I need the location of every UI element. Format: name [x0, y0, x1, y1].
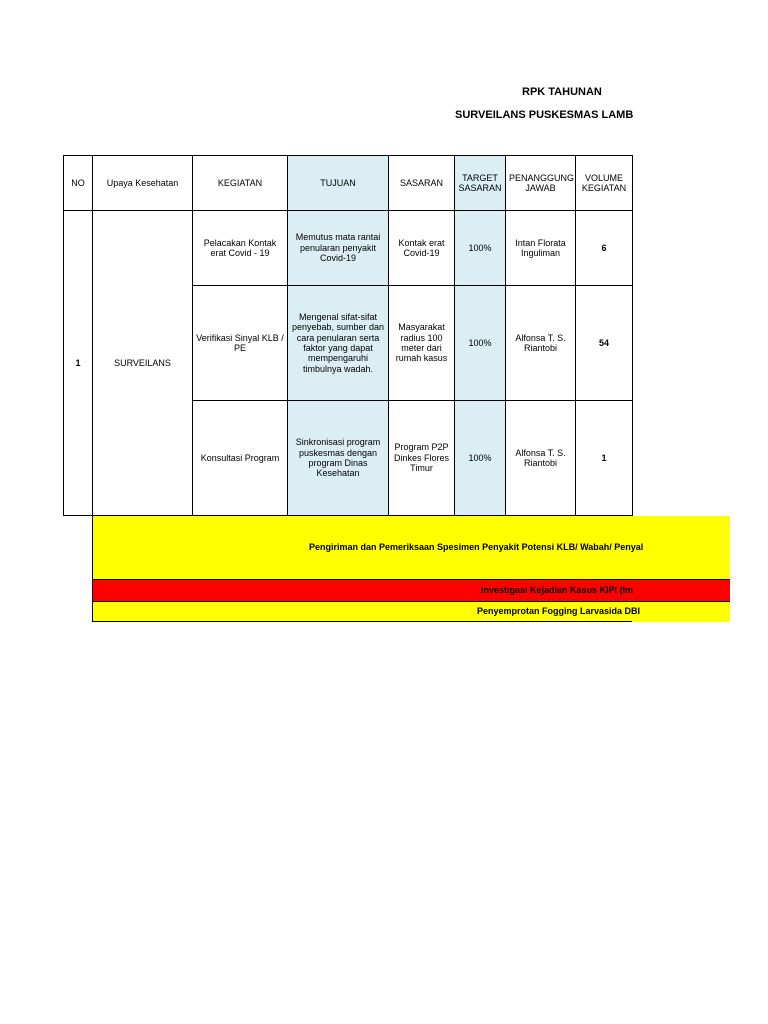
cell-target: 100% — [455, 286, 506, 401]
cell-kegiatan: Pelacakan Kontak erat Covid - 19 — [193, 211, 288, 286]
cell-penanggung: Alfonsa T. S. Riantobi — [506, 286, 576, 401]
cell-penanggung: Intan Florata Inguliman — [506, 211, 576, 286]
cell-volume: 6 — [576, 211, 633, 286]
col-header-volume: VOLUME KEGIATAN — [576, 156, 633, 211]
col-header-kegiatan: KEGIATAN — [193, 156, 288, 211]
cell-no: 1 — [64, 211, 93, 516]
cell-penanggung: Alfonsa T. S. Riantobi — [506, 401, 576, 516]
band-text: Penyemprotan Fogging Larvasida DBI — [477, 606, 641, 616]
cell-kegiatan: Konsultasi Program — [193, 401, 288, 516]
cell-volume: 54 — [576, 286, 633, 401]
band-bottom-border — [92, 621, 632, 622]
cell-kegiatan: Verifikasi Sinyal KLB / PE — [193, 286, 288, 401]
cell-sasaran: Kontak erat Covid-19 — [389, 211, 455, 286]
col-header-no: NO — [64, 156, 93, 211]
col-header-penanggung: PENANGGUNG JAWAB — [506, 156, 576, 211]
cell-upaya: SURVEILANS — [93, 211, 193, 516]
col-header-tujuan: TUJUAN — [288, 156, 389, 211]
cell-tujuan: Memutus mata rantai penularan penyakit Covid-19 — [288, 211, 389, 286]
page-title-text: RPK TAHUNAN — [522, 86, 602, 98]
cell-volume: 1 — [576, 401, 633, 516]
band-text: Pengiriman dan Pemeriksaan Spesimen Penyakit Potensi KLB/ Wabah/ Penyal — [309, 542, 644, 552]
activity-band-red — [92, 579, 730, 601]
cell-sasaran: Program P2P Dinkes Flores Timur — [389, 401, 455, 516]
cell-tujuan: Sinkronisasi program puskesmas dengan program Dinas Kesehatan — [288, 401, 389, 516]
cell-tujuan: Mengenal sifat-sifat penyebab, sumber dan cara penularan serta faktor yang dapat mempengaruhi timbulnya wadah. — [288, 286, 389, 401]
col-header-sasaran: SASARAN — [389, 156, 455, 211]
col-header-target: TARGET SASARAN — [455, 156, 506, 211]
rpk-table — [63, 155, 633, 516]
table-header-row — [64, 156, 633, 211]
band-text: Investigasi Kejadian Kasus KIPI (Im — [481, 585, 634, 595]
activity-band-yellow — [92, 516, 730, 579]
cell-target: 100% — [455, 401, 506, 516]
col-header-upaya: Upaya Kesehatan — [93, 156, 193, 211]
table-row — [64, 211, 633, 286]
page-subtitle-text: SURVEILANS PUSKESMAS LAMB — [455, 109, 634, 121]
activity-band-yellow-2 — [92, 601, 730, 622]
cell-sasaran: Masyarakat radius 100 meter dari rumah kasus — [389, 286, 455, 401]
cell-target: 100% — [455, 211, 506, 286]
